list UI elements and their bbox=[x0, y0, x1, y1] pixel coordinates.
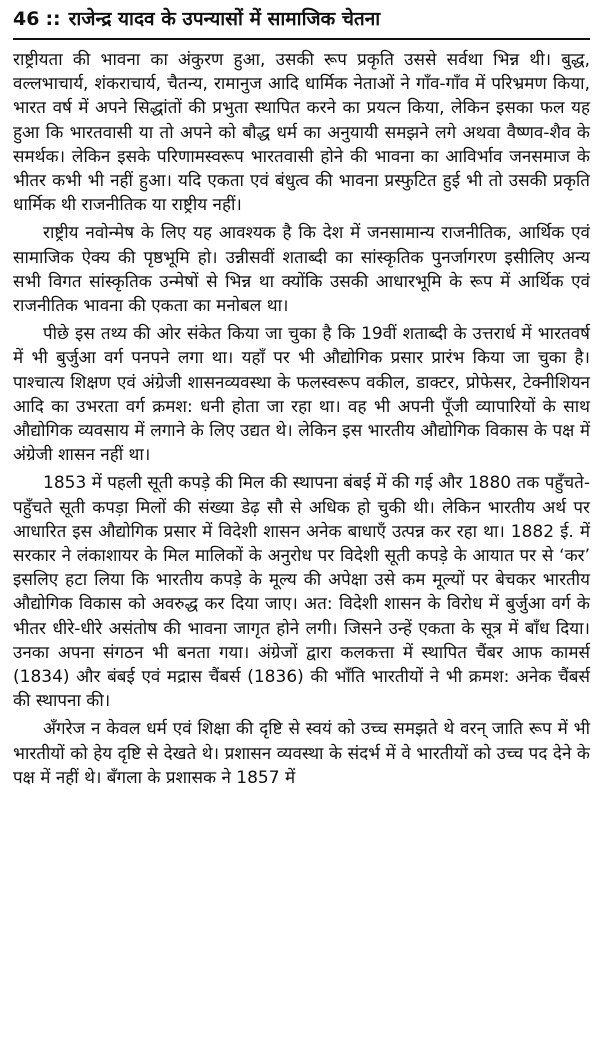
paragraph-2: राष्ट्रीय नवोन्मेष के लिए यह आवश्यक है कि देश में जनसामान्य राजनीतिक, आर्थिक एवं सामाजिक ऐक्य की पृष्ठभूमि हो। उन्नीसवीं शताब्दी का सांस्कृतिक पुनर्जागरण इसीलिए अन्य सभी विगत सांस्कृतिक उन्मेषों से भिन्न था क्योंकि उसकी आधारभूमि के रूप में आर्थिक एवं राजनीतिक भावना की एकता का मनोबल था। bbox=[13, 223, 590, 317]
paragraph-5: अँगरेज न केवल धर्म एवं शिक्षा की दृष्टि से स्वयं को उच्च समझते थे वरन् जाति रूप में भी भारतीयों को हेय दृष्टि से देखते थे। प्रशासन व्यवस्था के संदर्भ में वे भारतीयों को उच्च पद देने के पक्ष में नहीं थे। बँगला के प्रशासक ने 1857 में bbox=[13, 719, 590, 788]
paragraph-3: पीछे इस तथ्य की ओर संकेत किया जा चुका है कि 19वीं शताब्दी के उत्तरार्ध में भारतवर्ष में भी बुर्जुआ वर्ग पनपने लगा था। यहाँ पर भी औद्योगिक प्रसार प्रारंभ किया जा चुका है। पाश्चात्य शिक्षण एवं अंग्रेजी शासनव्यवस्था के फलस्वरूप वकील, डाक्टर, प्रोफेसर, टेक्नीशियन आदि का उभरता वर्ग क्रमश: धनी होता जा रहा था। वह भी अपनी पूँजी व्यापारियों के साथ औद्योगिक व्यवसाय में लगाने के लिए उद्यत थे। लेकिन इस भारतीय औद्योगिक विकास के पक्ष में अंग्रेजी शासन नहीं था। bbox=[13, 324, 590, 466]
running-header bbox=[13, 6, 590, 36]
header-separator: :: bbox=[45, 8, 61, 30]
page-body bbox=[13, 48, 590, 790]
page-number: 46 bbox=[13, 8, 40, 30]
book-title: राजेन्द्र यादव के उपन्यासों में सामाजिक चेतना bbox=[68, 8, 381, 30]
header-rule bbox=[13, 38, 590, 40]
paragraph-1: राष्ट्रीयता की भावना का अंकुरण हुआ, उसकी रूप प्रकृति उससे सर्वथा भिन्न थी। बुद्ध, वल्लभाचार्य, शंकराचार्य, चैतन्य, रामानुज आदि धार्मिक नेताओं ने गाँव-गाँव में परिभ्रमण किया, भारत वर्ष में अपने सिद्धांतों की प्रभुता स्थापित करने का प्रयत्न किया, लेकिन इसका फल यह हुआ कि भारतवासी या तो अपने को बौद्ध धर्म का अनुयायी समझने लगे अथवा वैष्णव-शैव के समर्थक। लेकिन इसके परिणामस्वरूप भारतवासी होने की भावना का आविर्भाव जनसमाज के भीतर कभी भी नहीं हुआ। यदि एकता एवं बंधुत्व की भावना प्रस्फुटित हुई भी तो उसकी प्रकृति धार्मिक थी राजनीतिक या राष्ट्रीय नहीं। bbox=[13, 50, 590, 216]
paragraph-4: 1853 में पहली सूती कपड़े की मिल की स्थापना बंबई में की गई और 1880 तक पहुँचते-पहुँचते सूती कपड़ा मिलों की संख्या डेढ़ सौ से अधिक हो चुकी थी। लेकिन भारतीय अर्थ पर आधारित इस औद्योगिक प्रसार में विदेशी शासन अनेक बाधाएँ उत्पन्न कर रहा था। 1882 ई. में सरकार ने लंकाशायर के मिल मालिकों के अनुरोध पर विदेशी सूती कपड़े के आयात पर से ‘कर’ इसलिए हटा लिया कि भारतीय कपड़े के मूल्य की अपेक्षा उसे कम मूल्यों पर बेचकर भारतीय औद्योगिक विकास को अवरुद्ध कर दिया जाए। अत: विदेशी शासन के विरोध में बुर्जुआ वर्ग के भीतर धीरे-धीरे असंतोष की भावना जागृत होने लगी। जिसने उन्हें एकता के सूत्र में बाँध दिया। उनका अपना संगठन भी बनता गया। अंग्रेजों द्वारा कलकत्ता में स्थापित चैंबर आफ कामर्स (1834) और बंबई एवं मद्रास चैंबर्स (1836) की भाँति भारतीयों ने भी क्रमश: अनेक चैंबर्स की स्थापना की। bbox=[13, 473, 590, 712]
